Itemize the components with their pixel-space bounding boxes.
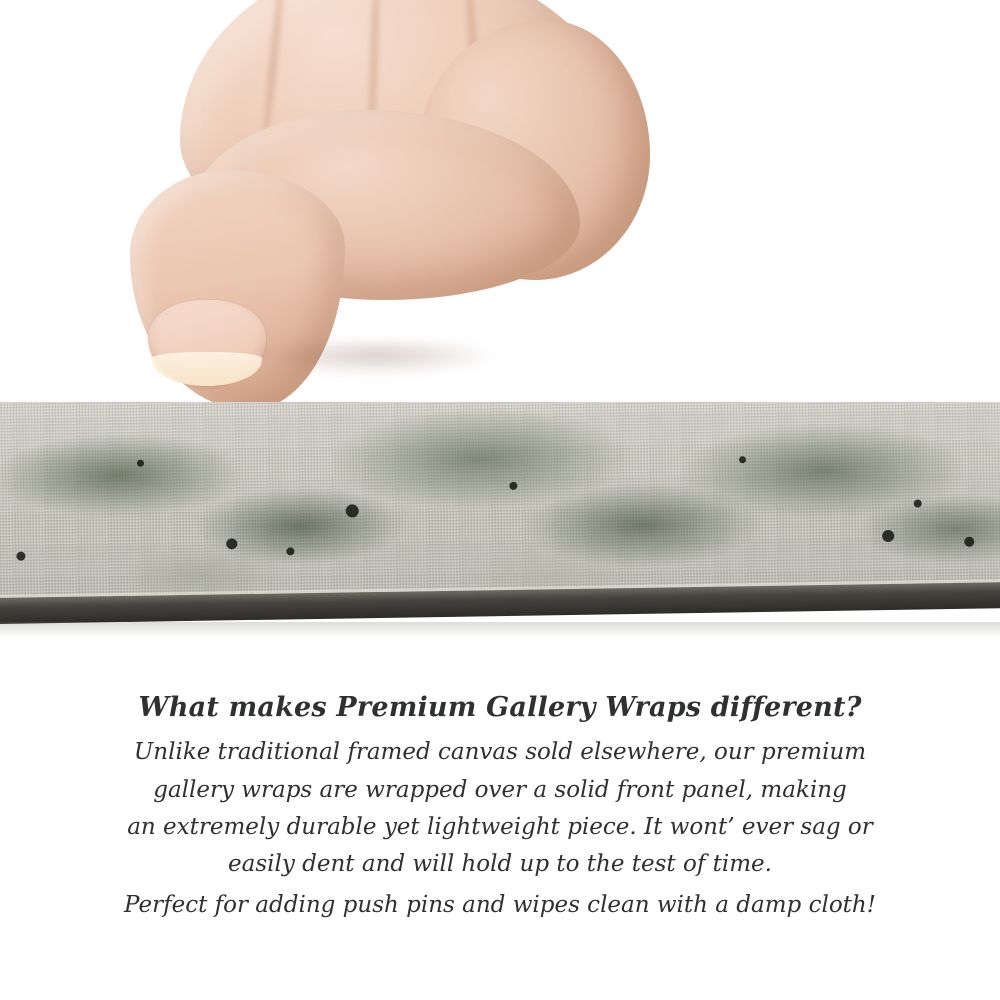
caption-line: easily dent and will hold up to the test of time. bbox=[228, 851, 772, 878]
canvas-edge-strip bbox=[0, 402, 1000, 627]
canvas-speck bbox=[286, 547, 294, 555]
finger-contact-shadow bbox=[250, 342, 500, 376]
caption-block bbox=[0, 690, 1000, 925]
caption-line: gallery wraps are wrapped over a solid front panel, making bbox=[153, 776, 847, 803]
canvas-speck bbox=[914, 499, 922, 507]
canvas-speck bbox=[346, 504, 359, 517]
canvas-speck bbox=[226, 538, 237, 549]
canvas-drop-shadow bbox=[0, 622, 1000, 638]
canvas-speck bbox=[964, 537, 974, 547]
canvas-speck bbox=[137, 460, 144, 467]
caption-line: Unlike traditional framed canvas sold elsewhere, our premium bbox=[133, 739, 867, 766]
hand-illustration bbox=[120, 0, 640, 430]
caption-line: an extremely durable yet lightweight piece. It wont’ ever sag or bbox=[127, 813, 873, 840]
canvas-speck bbox=[882, 530, 894, 542]
canvas-speck bbox=[739, 456, 746, 463]
canvas-speck bbox=[16, 552, 25, 561]
caption-final-line: Perfect for adding push pins and wipes clean with a damp cloth! bbox=[124, 892, 876, 919]
caption-body bbox=[0, 734, 1000, 883]
canvas-speck bbox=[509, 482, 517, 490]
caption-heading: What makes Premium Gallery Wraps different? bbox=[138, 692, 862, 723]
